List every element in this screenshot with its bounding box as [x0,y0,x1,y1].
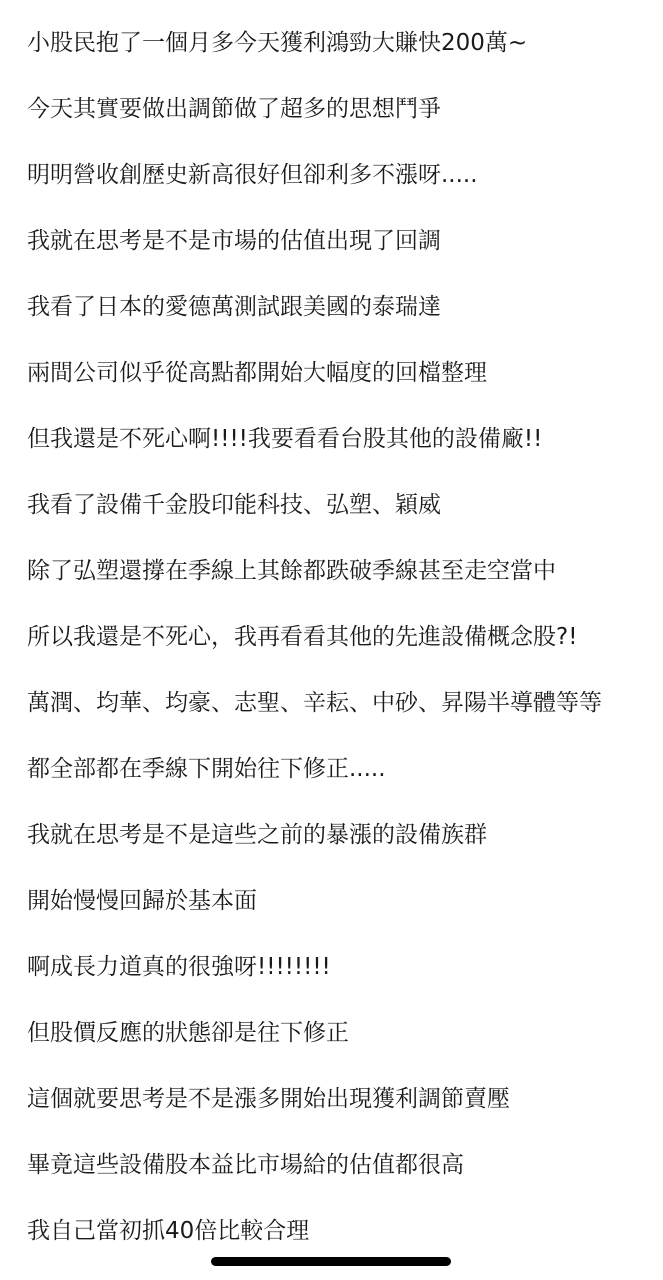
post-line: 我看了設備千金股印能科技、弘塑、穎威 [27,492,441,518]
post-line: 我自己當初抓40倍比較合理 [27,1218,310,1244]
post-line: 我看了日本的愛德萬測試跟美國的泰瑞達 [27,294,441,320]
post-line: 這個就要思考是不是漲多開始出現獲利調節賣壓 [27,1086,510,1112]
home-indicator[interactable] [211,1257,451,1266]
post-line: 啊成長力道真的很強呀!!!!!!!! [27,954,331,980]
post-line: 但我還是不死心啊!!!!我要看看台股其他的設備廠!! [27,426,543,452]
post-line: 明明營收創歷史新高很好但卻利多不漲呀..... [27,162,478,188]
post-body [27,24,639,1278]
post-line: 畢竟這些設備股本益比市場給的估值都很高 [27,1152,464,1178]
post-line: 我就在思考是不是市場的估值出現了回調 [27,228,441,254]
post-line: 小股民抱了一個月多今天獲利鴻勁大賺快200萬~ [27,30,528,56]
post-line: 我就在思考是不是這些之前的暴漲的設備族群 [27,822,487,848]
post-line: 除了弘塑還撐在季線上其餘都跌破季線甚至走空當中 [27,558,556,584]
post-line: 兩間公司似乎從高點都開始大幅度的回檔整理 [27,360,487,386]
post-line: 所以我還是不死心，我再看看其他的先進設備概念股?! [27,624,578,650]
post-line: 都全部都在季線下開始往下修正..... [27,756,386,782]
post-line: 今天其實要做出調節做了超多的思想鬥爭 [27,96,441,122]
post-line: 萬潤、均華、均豪、志聖、辛耘、中砂、昇陽半導體等等 [27,690,602,716]
post-line: 但股價反應的狀態卻是往下修正 [27,1020,349,1046]
post-line: 開始慢慢回歸於基本面 [27,888,257,914]
